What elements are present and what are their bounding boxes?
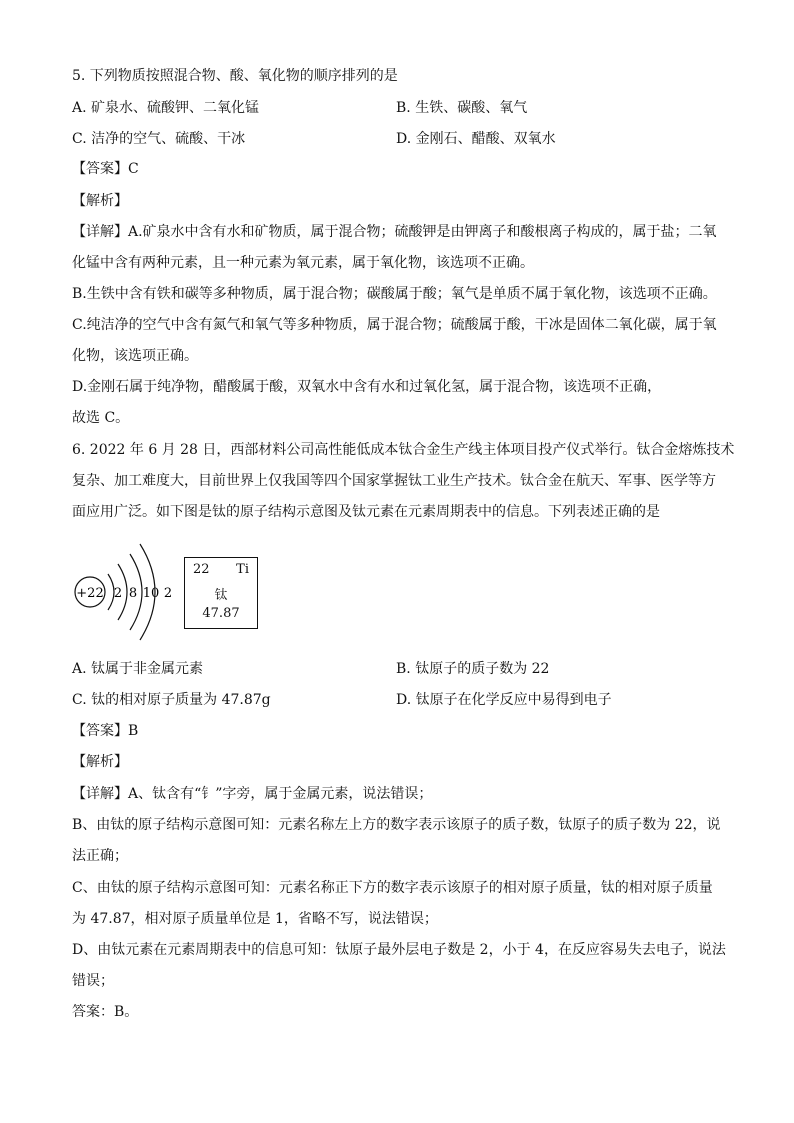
q5-detail-line: B.生铁中含有铁和碳等多种物质，属于混合物；碳酸属于酸；氧气是单质不属于氧化物，该选项不正确。	[72, 286, 717, 302]
q5-stem: 5. 下列物质按照混合物、酸、氧化物的顺序排列的是	[72, 68, 398, 84]
q5-option-a: A. 矿泉水、硫酸钾、二氧化锰	[72, 100, 260, 116]
q6-stem-line: 6. 2022 年 6 月 28 日，西部材料公司高性能低成本钛合金生产线主体项目投产仪式举行。钛合金熔炼技术	[72, 442, 735, 458]
shell-electron-count: 2	[163, 586, 173, 601]
q6-detail-line: B、由钛的原子结构示意图可知：元素名称左上方的数字表示该原子的质子数，钛原子的质子数为 22，说	[72, 817, 721, 833]
q6-analysis-label: 【解析】	[72, 754, 128, 770]
q5-detail-line: 化锰中含有两种元素，且一种元素为氧元素，属于氧化物，该选项不正确。	[72, 255, 534, 271]
q6-option-a: A. 钛属于非金属元素	[72, 661, 204, 677]
q5-detail-line: 化物，该选项正确。	[72, 348, 198, 364]
shell-electron-count: 10	[142, 586, 160, 601]
q6-detail-line: 答案：B。	[72, 1004, 139, 1020]
q6-detail-line: 为 47.87，相对原子质量单位是 1，省略不写，说法错误；	[72, 911, 438, 927]
q6-detail-line: D、由钛元素在元素周期表中的信息可知：钛原子最外层电子数是 2，小于 4，在反应容易失去电子，说法	[72, 942, 726, 958]
q5-option-d: D. 金刚石、醋酸、双氧水	[396, 131, 556, 147]
element-symbol: Ti	[236, 562, 249, 577]
q6-stem-line: 面应用广泛。如下图是钛的原子结构示意图及钛元素在元素周期表中的信息。下列表述正确的是	[72, 504, 660, 520]
q5-detail-line: C.纯洁净的空气中含有氮气和氧气等多种物质，属于混合物；硫酸属于酸，干冰是固体二氧化碳，属于氧	[72, 317, 717, 333]
q6-option-b: B. 钛原子的质子数为 22	[396, 661, 550, 677]
q5-detail-line: 【详解】A.矿泉水中含有水和矿物质，属于混合物；硫酸钾是由钾离子和酸根离子构成的，属于盐；二氧	[72, 224, 717, 240]
periodic-table-tile	[184, 557, 258, 629]
shell-electron-count: 8	[128, 586, 138, 601]
q5-answer: 【答案】C	[72, 161, 139, 177]
titanium-atom-structure-diagram	[72, 540, 192, 650]
nucleus-charge: +22	[76, 586, 104, 601]
q6-detail-line: 错误；	[72, 973, 114, 989]
q6-answer: 【答案】B	[72, 723, 139, 739]
q6-stem-line: 复杂、加工难度大，目前世界上仅我国等四个国家掌握钛工业生产技术。钛合金在航天、军事、医学等方	[72, 473, 716, 489]
q5-option-b: B. 生铁、碳酸、氧气	[396, 100, 528, 116]
q6-detail-line: 法正确；	[72, 848, 128, 864]
q6-option-d: D. 钛原子在化学反应中易得到电子	[396, 692, 612, 708]
atomic-number: 22	[193, 562, 210, 577]
shell-electron-count: 2	[113, 586, 123, 601]
q6-option-c: C. 钛的相对原子质量为 47.87g	[72, 692, 271, 708]
element-name: 钛	[214, 588, 228, 603]
q5-detail-line: D.金刚石属于纯净物，醋酸属于酸，双氧水中含有水和过氧化氢，属于混合物，该选项不正确，	[72, 379, 662, 395]
q6-detail-line: 【详解】A、钛含有“钅”字旁，属于金属元素，说法错误；	[72, 786, 433, 802]
atomic-mass: 47.87	[202, 606, 240, 621]
q5-option-c: C. 洁净的空气、硫酸、干冰	[72, 131, 246, 147]
q5-detail-line: 故选 C。	[72, 410, 130, 426]
q5-analysis-label: 【解析】	[72, 193, 128, 209]
q6-detail-line: C、由钛的原子结构示意图可知：元素名称正下方的数字表示该原子的相对原子质量，钛的相对原子质量	[72, 880, 713, 896]
